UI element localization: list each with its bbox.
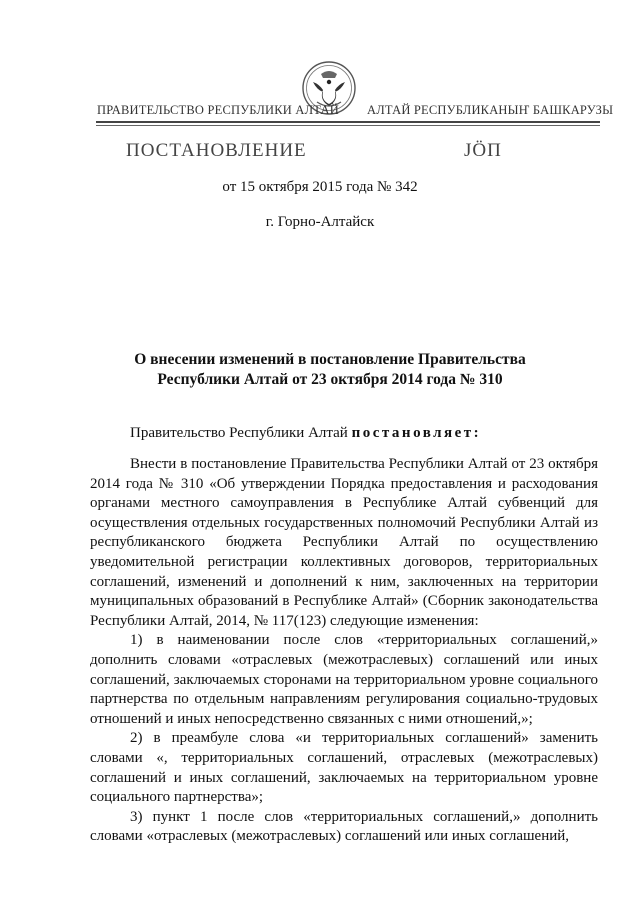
document-title-line-1: О внесении изменений в постановление Правительства (134, 351, 526, 368)
header-divider-thin (96, 125, 600, 126)
document-body (90, 455, 598, 847)
body-paragraph: 1) в наименовании после слов «территориальных соглашений,» дополнить словами «отраслевых (межотраслевых) соглашений или иных соглашений, заключаемых сторонами на территориальном уровне социального партнерства по отдельным направлениям регулирования социально-трудовых отношений и иных непосредственно связанных с ними отношений,»; (90, 632, 598, 727)
header-divider (96, 121, 600, 123)
doc-type-russian: ПОСТАНОВЛЕНИЕ (126, 140, 307, 161)
body-paragraph: 3) пункт 1 после слов «территориальных соглашений,» дополнить словами «отраслевых (межотраслевых) соглашений или иных соглашений, (90, 808, 598, 845)
document-city: г. Горно-Алтайск (265, 214, 375, 230)
preamble-verb: постановляет: (351, 425, 482, 441)
body-paragraph: Внести в постановление Правительства Республики Алтай от 23 октября 2014 года № 310 «Об утверждении Порядка предоставления и расходования органами местного самоуправления в Республике Алтай субвенций для осуществления отдельных государственных полномочий Республики Алтай из республиканского бюджета Республики Алтай по осуществлению уведомительной регистрации коллективных договоров, территориальных соглашений, изменений и дополнений к ним, заключенных на территории муниципальных образований в Республике Алтай» (Сборник законодательства Республики Алтай, 2014, № 117(123) следующие изменения: (90, 456, 598, 629)
document-date-number: от 15 октября 2015 года № 342 (222, 179, 418, 195)
preamble-subject: Правительство Республики Алтай (130, 425, 352, 441)
document-title-line-2: Республики Алтай от 23 октября 2014 года № 310 (157, 371, 503, 388)
document-title (90, 350, 570, 390)
doc-type-altai: JӦП (464, 140, 502, 161)
org-name-russian: ПРАВИТЕЛЬСТВО РЕСПУБЛИКИ АЛТАЙ (97, 103, 339, 117)
preamble (130, 425, 481, 442)
body-paragraph: 2) в преамбуле слова «и территориальных соглашений» заменить словами «, территориальных соглашений, отраслевых (межотраслевых) соглашений и иных соглашений, заключаемых на территориальном уровне социального партнерства»; (90, 730, 598, 806)
org-name-altai: АЛТАЙ РЕСПУБЛИКАНЫҤ БАШКАРУЗЫ (367, 103, 614, 117)
